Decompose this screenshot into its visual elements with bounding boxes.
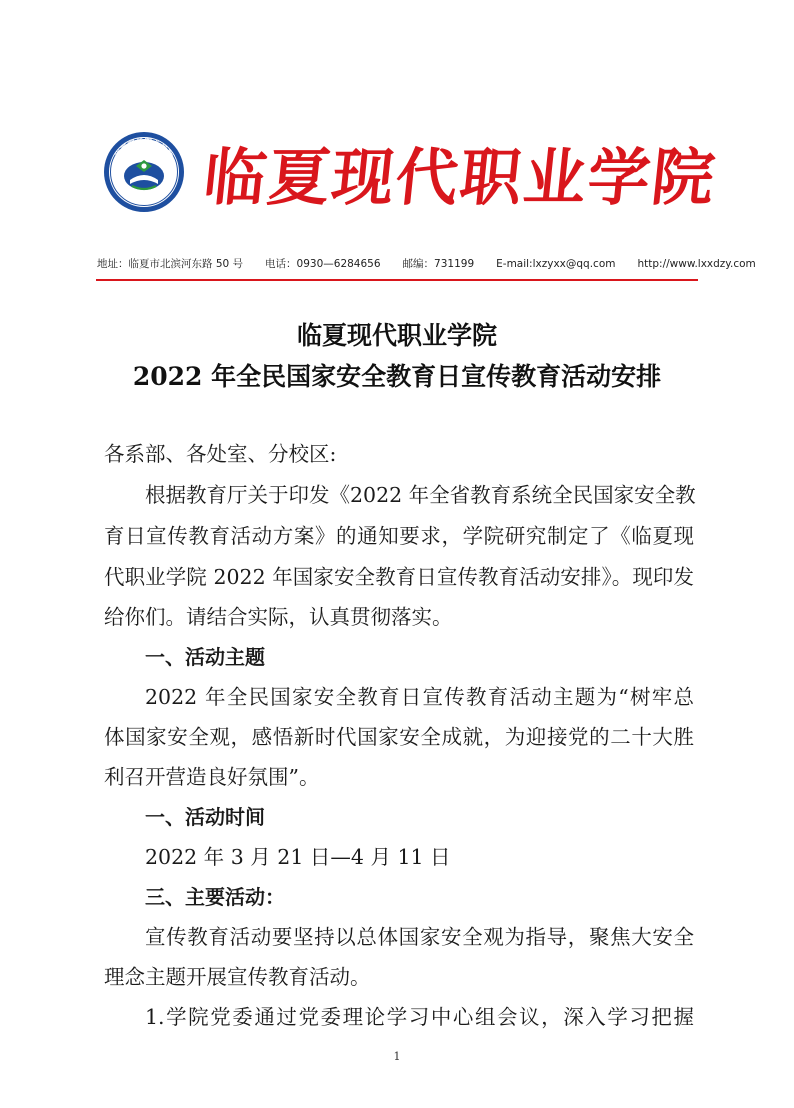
document-title-line2: 2022 年全民国家安全教育日宣传教育活动安排 — [132, 362, 662, 391]
section-heading-activities: 三、主要活动： — [145, 885, 285, 909]
address-text: 地址：临夏市北滨河东路 50 号 — [97, 258, 244, 270]
college-logo — [102, 130, 186, 214]
website-text: http://www.lxxdzy.com — [637, 258, 756, 270]
salutation: 各系部、各处室、分校区: — [104, 442, 337, 466]
intro-line-2: 育日宣传教育活动方案》的通知要求，学院研究制定了《临夏现 — [104, 524, 694, 548]
item-1-text: 1.学院党委通过党委理论学习中心组会议，深入学习把握 — [145, 1005, 694, 1029]
intro-line-4: 给你们。请结合实际，认真贯彻落实。 — [104, 605, 453, 629]
postcode-text: 邮编：731199 — [402, 258, 475, 270]
activities-line-2: 理念主题开展宣传教育活动。 — [104, 965, 371, 989]
activities-line-1: 宣传教育活动要坚持以总体国家安全观为指导，聚焦大安全 — [145, 925, 694, 949]
section-heading-theme: 一、活动主题 — [145, 645, 265, 669]
logo-text-top: 临夏现代职业学院 — [113, 136, 175, 160]
theme-line-1: 2022 年全民国家安全教育日宣传教育活动主题为“树牢总 — [145, 685, 694, 709]
intro-line-1: 根据教育厅关于印发《2022 年全省教育系统全民国家安全教 — [145, 483, 696, 507]
logo-text-bottom: LINXIA MODERN VOCATIONAL COLLEGE — [117, 187, 171, 206]
document-title-line1: 临夏现代职业学院 — [296, 321, 497, 350]
theme-line-3: 利召开营造良好氛围”。 — [104, 765, 320, 789]
page-number: 1 — [393, 1050, 401, 1063]
theme-line-2: 体国家安全观，感悟新时代国家安全成就，为迎接党的二十大胜 — [104, 725, 694, 749]
intro-line-3: 代职业学院 2022 年国家安全教育日宣传教育活动安排》。现印发 — [104, 565, 694, 589]
school-name-header: 临夏现代职业学院 — [200, 141, 720, 214]
email-text: E-mail:lxzyxx@qq.com — [496, 258, 616, 270]
contact-info — [97, 256, 756, 271]
section-heading-time: 一、活动时间 — [145, 805, 265, 829]
phone-text: 电话：0930—6284656 — [265, 258, 381, 270]
header-divider — [96, 279, 698, 281]
time-text: 2022 年 3 月 21 日—4 月 11 日 — [145, 845, 451, 869]
